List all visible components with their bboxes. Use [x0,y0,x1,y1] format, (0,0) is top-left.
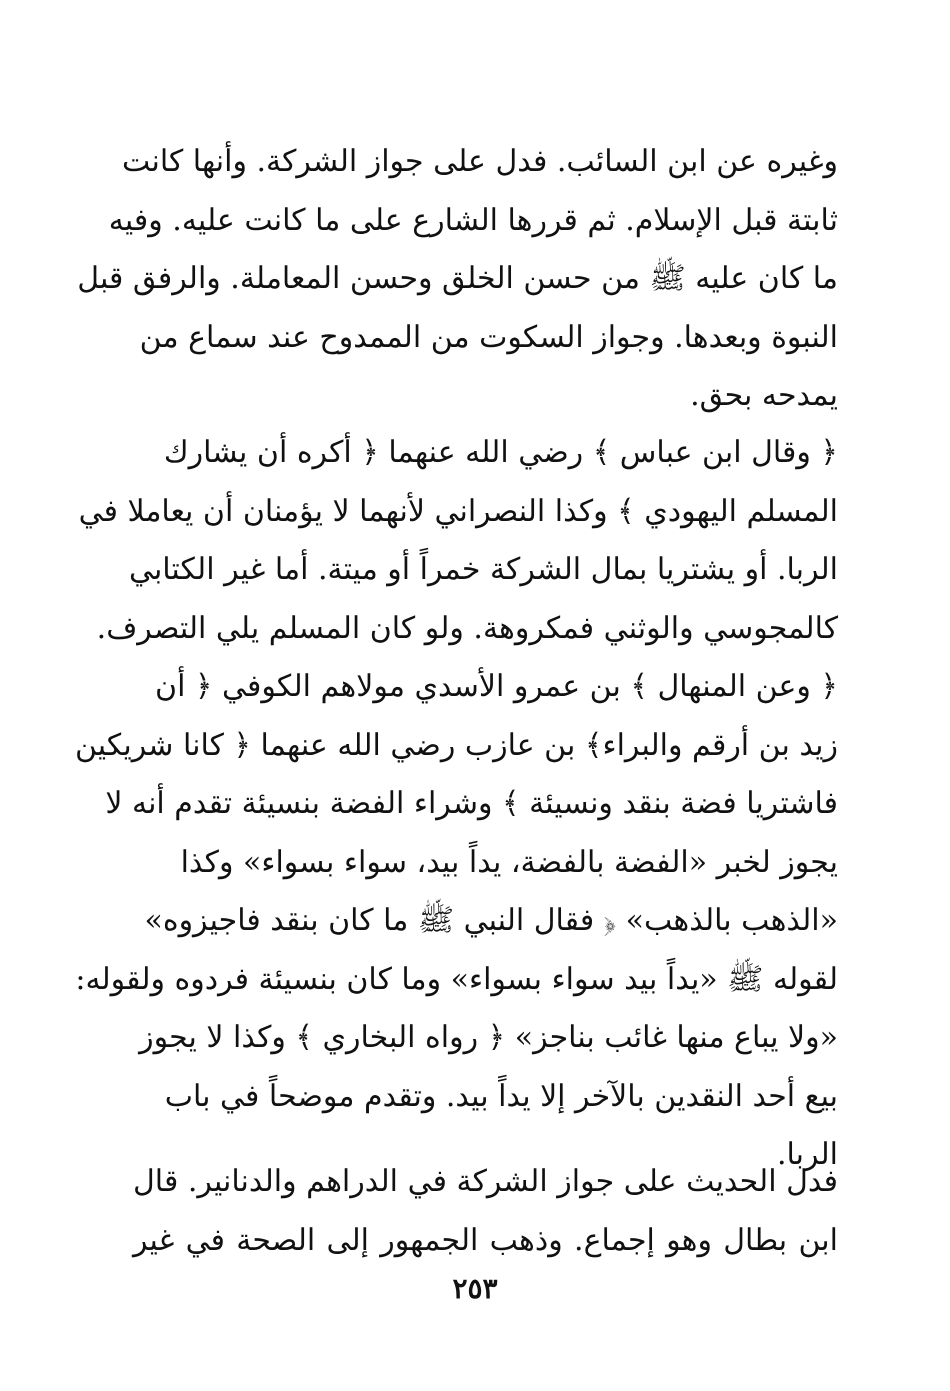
text-line: يمدحه بحق. [690,378,838,413]
text-line: وغيره عن ابن السائب. فدل على جواز الشركة. وأنها كانت [122,144,838,179]
text-line: ﴿ وعن المنهال ﴾ بن عمرو الأسدي مولاهم الكوفي ﴿ أن [155,669,838,704]
text-line: النبوة وبعدها. وجواز السكوت من الممدوح عند سماع من [139,319,838,355]
text-line: زيد بن أرقم والبراء﴾ بن عازب رضي الله عنهما ﴿ كانا شريكين [74,727,838,763]
page-number: ٢٥٣ [452,1272,498,1305]
text-line: ثابتة قبل الإسلام. ثم قررها الشارع على ما كانت عليه. وفيه [108,202,838,238]
text-line: «ولا يباع منها غائب بناجز» ﴿ رواه البخاري ﴾ وكذا لا يجوز [139,1020,838,1055]
text-line: الربا. أو يشتريا بمال الشركة خمراً أو ميتة. أما غير الكتابي [128,552,838,587]
text-line: ﴿ وقال ابن عباس ﴾ رضي الله عنهما ﴿ أكره أن يشارك [163,435,838,470]
paragraph-4 [133,1153,838,1270]
text-line: ابن بطال وهو إجماع. وذهب الجمهور إلى الصحة في غير [133,1222,838,1258]
text-line: الربا. [776,1137,838,1172]
text-line: فدل الحديث على جواز الشركة في الدراهم والدنانير. قال [133,1164,838,1199]
paragraph-3 [74,658,838,1185]
text-line: كالمجوسي والوثني فمكروهة. ولو كان المسلم يلي التصرف. [96,610,838,646]
paragraph-2 [78,424,838,658]
text-line: يجوز لخبر «الفضة بالفضة، يداً بيد، سواء بسواء» وكذا [180,844,838,880]
text-line: ما كان عليه ﷺ من حسن الخلق وحسن المعاملة. والرفق قبل [77,261,838,296]
text-line: بيع أحد النقدين بالآخر إلا يداً بيد. وتقدم موضحاً في باب [164,1078,838,1114]
text-line: لقوله ﷺ «يداً بيد سواء بسواء» وما كان بنسيئة فردوه ولقوله: [75,961,838,997]
text-line: المسلم اليهودي ﴾ وكذا النصراني لأنهما لا يؤمنان أن يعاملا في [78,493,838,529]
paragraph-1 [77,133,838,426]
text-line: فاشتريا فضة بنقد ونسيئة ﴾ وشراء الفضة بنسيئة تقدم أنه لا [105,786,838,821]
text-line: «الذهب بالذهب» ﴿ فقال النبي ﷺ ما كان بنقد فاجيزوه» [144,903,838,938]
